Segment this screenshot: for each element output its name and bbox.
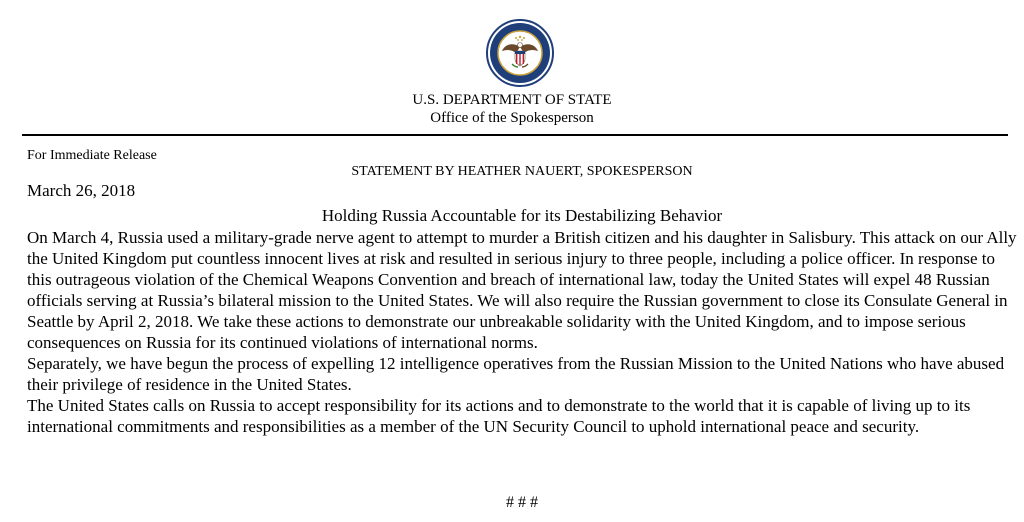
statement-paragraph: Separately, we have begun the process of expelling 12 intelligence operatives from the Russian Mission to the United Nations who have abused their privilege of residence in the United States. xyxy=(27,354,1005,394)
release-date: March 26, 2018 xyxy=(27,181,136,200)
header-divider xyxy=(22,134,1008,136)
statement-body xyxy=(27,227,1017,437)
office-name: Office of the Spokesperson xyxy=(430,110,594,126)
statement-title: Holding Russia Accountable for its Destabilizing Behavior xyxy=(321,206,723,225)
statement-attribution: STATEMENT BY HEATHER NAUERT, SPOKESPERSON xyxy=(351,164,693,179)
department-of-state-seal-icon xyxy=(485,18,555,88)
statement-paragraph: On March 4, Russia used a military-grade nerve agent to attempt to murder a British citizen and his daughter in Salisbury. This attack on our Ally the United Kingdom put countless innocent lives at risk and resulted in serious injury to three people, including a police officer. In response to this outrageous violation of the Chemical Weapons Convention and breach of international law, today the United States will expel 48 Russian officials serving at Russia’s bilateral mission to the United States. We will also require the Russian government to close its Consulate General in Seattle by April 2, 2018. We take these actions to demonstrate our unbreakable solidarity with the United Kingdom, and to impose serious consequences on Russia for its continued violations of international norms. xyxy=(27,228,1017,352)
end-of-release-mark: # # # xyxy=(506,494,538,511)
statement-paragraph: The United States calls on Russia to accept responsibility for its actions and to demonstrate to the world that it is capable of living up to its international commitments and responsibilities as a member of the UN Security Council to uphold international peace and security. xyxy=(27,396,971,436)
department-name: U.S. DEPARTMENT OF STATE xyxy=(412,92,612,108)
release-label: For Immediate Release xyxy=(27,148,157,163)
